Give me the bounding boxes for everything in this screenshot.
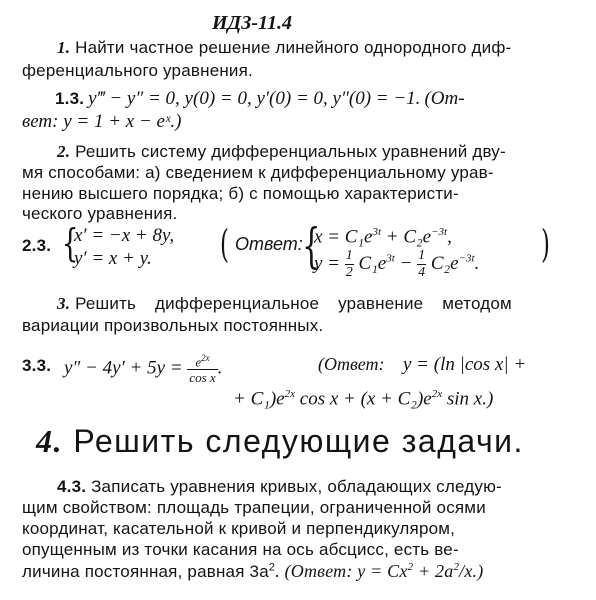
problem-4-3-answer: . (Ответ: $y = Cx^2 + 2a^2/x$.) bbox=[275, 561, 484, 581]
system-equation-1: x′ = −x + 8y, bbox=[74, 225, 175, 246]
problem-4-3-line2: щим свойством: площадь трапеции, ограниченной осями bbox=[22, 498, 486, 517]
problem-3-3-answer-label: (Ответ: bbox=[318, 354, 385, 374]
problem-3-3-answer-line2: + $C_1)e^{2x}$ $\cos x + (x + C_2)e^{2x}$ sin x.) bbox=[233, 388, 494, 410]
problem-3-number: 3. bbox=[57, 294, 71, 313]
answer-y: y = $\frac{1}{2}$ $C_1e^{3t}$ − $\frac{1}{4}$ $C_2e^{-3t}$. bbox=[314, 248, 480, 280]
problem-1-line1: 1. Найти частное решение линейного однородного диф- bbox=[57, 38, 512, 57]
answer-right-paren: ) bbox=[540, 222, 550, 266]
problem-3-line1: 3. Решить дифференциальное уравнение методом bbox=[57, 294, 512, 313]
problem-3-3-equation: y″ − 4y′ + 5y = $\frac{e^{2x}}{\text{cos x}}$ . bbox=[64, 353, 223, 386]
problem-2-3-number: 2.3. bbox=[22, 236, 52, 255]
section-4-number: 4. bbox=[36, 423, 63, 459]
answer-left-paren: ( bbox=[219, 222, 229, 266]
problem-2-line2: мя способами: а) сведением к дифференциальному урав- bbox=[22, 163, 494, 182]
problem-3-3-answer-line1: y = (ln |cos x| + bbox=[403, 354, 527, 375]
problem-4-3-number: 4.3. bbox=[57, 477, 87, 496]
problem-1-3-equation: y‴ − y″ = 0, y(0) = 0, y′(0) = 0, y″(0) = −1. bbox=[88, 88, 421, 109]
section-4-heading: 4. Решить следующие задачи. bbox=[36, 423, 524, 459]
problem-1-3-number: 1.3. bbox=[55, 89, 85, 108]
answer-x: $x = C_1e^{3t} + C_2e^{-3t}$, bbox=[314, 226, 452, 248]
document-title: ИДЗ-11.4 bbox=[212, 12, 292, 34]
answer-left-brace: { bbox=[302, 218, 321, 274]
fraction-one-quarter: $\frac{1}{4}$ bbox=[418, 248, 426, 280]
problem-1-3-answer: вет: y = 1 + x − eˣ.) bbox=[22, 111, 182, 132]
problem-1-3-line1: 1.3. y‴ − y″ = 0, y(0) = 0, y′(0) = 0, y″(0) = −1. (От- bbox=[55, 88, 465, 109]
problem-2-number: 2. bbox=[57, 142, 71, 161]
fraction-e2x-over-cosx: $\frac{e^{2x}}{\text{cos x}}$ bbox=[189, 353, 216, 386]
problem-4-3-line3: координат, касательной к кривой и перпендикуляром, bbox=[22, 519, 456, 538]
problem-2-line1: 2. Решить систему дифференциальных уравнений дву- bbox=[57, 142, 506, 161]
fraction-one-half: $\frac{1}{2}$ bbox=[345, 248, 353, 280]
system-equation-2: y′ = x + y. bbox=[74, 248, 152, 269]
system-left-brace: { bbox=[61, 221, 79, 265]
problem-3-line2: вариации произвольных постоянных. bbox=[22, 316, 324, 335]
problem-1-number: 1. bbox=[57, 38, 71, 57]
problem-2-3-answer-label: Ответ: bbox=[235, 234, 303, 254]
problem-3-3-number: 3.3. bbox=[22, 356, 52, 375]
problem-4-3-line1: 4.3. Записать уравнения кривых, обладающих следую- bbox=[57, 477, 502, 496]
problem-2-line3: нению высшего порядка; б) с помощью характеристи- bbox=[22, 184, 459, 203]
problem-4-3-line4: опущенным из точки касания на ось абсцисс, есть ве- bbox=[22, 540, 459, 559]
problem-4-3-line5: личина постоянная, равная $3a^2$. (Ответ: $y = Cx^2 + 2a^2/x$.) bbox=[22, 561, 484, 581]
problem-1-line2: ференциального уравнения. bbox=[22, 61, 253, 80]
problem-2-line4: ческого уравнения. bbox=[22, 204, 178, 223]
